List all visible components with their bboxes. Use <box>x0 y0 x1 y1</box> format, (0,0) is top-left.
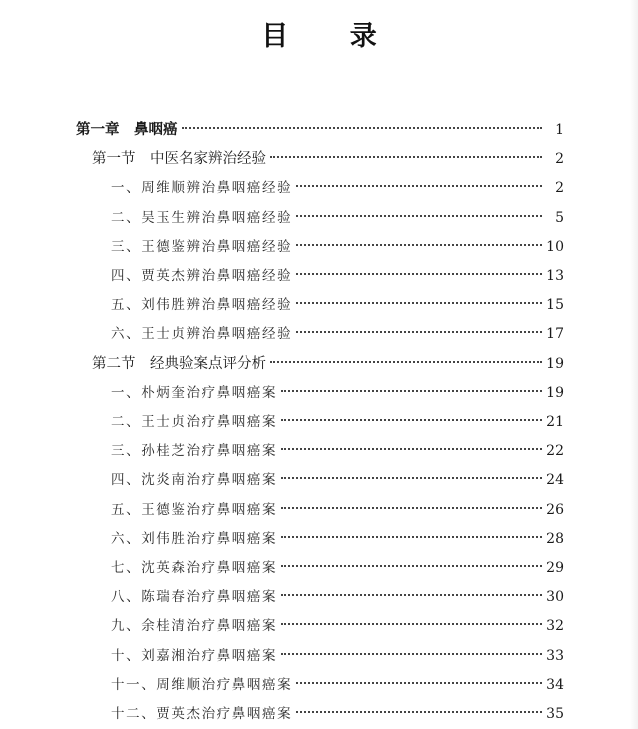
toc-entry-label: 二、吴玉生辨治鼻咽癌经验 <box>111 209 293 226</box>
toc-entry[interactable] <box>111 408 564 436</box>
toc-dot-leader <box>281 594 542 596</box>
toc-dot-leader <box>296 711 542 713</box>
toc-page-number: 35 <box>546 706 564 722</box>
toc-entry[interactable] <box>92 350 564 378</box>
toc-entry[interactable] <box>111 554 564 582</box>
toc-dot-leader <box>281 653 542 655</box>
toc-entry[interactable] <box>111 671 564 699</box>
toc-page-number: 15 <box>546 297 564 314</box>
toc-page-number: 2 <box>555 180 564 197</box>
toc-dot-leader <box>281 448 542 450</box>
toc-dot-leader <box>281 565 542 567</box>
toc-entry[interactable] <box>111 204 564 232</box>
toc-page-number: 13 <box>546 268 564 284</box>
toc-entry[interactable] <box>111 437 564 465</box>
toc-dot-leader <box>270 361 542 363</box>
toc-entry-label: 第一节 中医名家辨治经验 <box>92 151 266 168</box>
toc-entry-label: 第一章 鼻咽癌 <box>76 122 178 138</box>
toc-entry[interactable] <box>111 466 564 494</box>
toc-entry-label: 十二、贾英杰治疗鼻咽癌案 <box>111 706 293 722</box>
page-title: 目 录 <box>261 21 403 52</box>
toc-entry[interactable] <box>111 379 564 407</box>
toc-entry[interactable] <box>111 496 564 524</box>
toc-dot-leader <box>296 215 542 217</box>
toc-entry-label: 六、刘伟胜治疗鼻咽癌案 <box>111 530 278 547</box>
toc-page-number: 33 <box>546 647 564 664</box>
toc-dot-leader <box>281 390 542 392</box>
toc-entry-label: 十、刘嘉湘治疗鼻咽癌案 <box>111 647 278 664</box>
toc-entry-label: 三、王德鉴辨治鼻咽癌经验 <box>111 238 293 255</box>
toc-entry[interactable] <box>111 612 564 640</box>
toc-dot-leader <box>270 156 542 158</box>
toc-entry[interactable] <box>111 320 564 348</box>
toc-page-number: 22 <box>546 443 564 460</box>
toc-entry[interactable] <box>92 145 564 173</box>
page-edge-shadow <box>630 0 638 729</box>
toc-dot-leader <box>296 331 542 333</box>
toc-entry-label: 第二节 经典验案点评分析 <box>92 355 266 372</box>
toc-page-number: 30 <box>546 589 564 606</box>
toc-page-number: 24 <box>546 472 564 489</box>
toc-page-number: 1 <box>555 122 564 138</box>
toc-page-number: 19 <box>546 384 564 401</box>
toc-dot-leader <box>182 127 543 129</box>
toc-page-number: 34 <box>546 676 564 693</box>
toc-entry-label: 五、王德鉴治疗鼻咽癌案 <box>111 501 278 518</box>
toc-entry-label: 二、王士贞治疗鼻咽癌案 <box>111 414 278 430</box>
toc-dot-leader <box>281 623 542 625</box>
toc-page-number: 21 <box>546 414 564 430</box>
toc-page-number: 17 <box>546 326 564 343</box>
toc-entry-label: 三、孙桂芝治疗鼻咽癌案 <box>111 443 278 460</box>
toc-dot-leader <box>281 536 542 538</box>
toc-entry[interactable] <box>111 700 564 728</box>
toc-entry[interactable] <box>111 233 564 261</box>
toc-dot-leader <box>281 477 542 479</box>
toc-entry-label: 六、王士贞辨治鼻咽癌经验 <box>111 326 293 343</box>
toc-dot-leader <box>281 507 542 509</box>
toc-page-number: 19 <box>546 355 564 372</box>
toc-dot-leader <box>296 185 542 187</box>
toc-entry[interactable] <box>76 116 564 144</box>
toc-entry-label: 十一、周维顺治疗鼻咽癌案 <box>111 676 293 693</box>
toc-page-number: 5 <box>555 209 564 226</box>
toc-page-number: 32 <box>546 618 564 635</box>
toc-dot-leader <box>296 273 542 275</box>
toc-entry[interactable] <box>111 262 564 290</box>
toc-entry[interactable] <box>111 174 564 202</box>
toc-entry-label: 九、余桂清治疗鼻咽癌案 <box>111 618 278 635</box>
toc-entry-label: 四、贾英杰辨治鼻咽癌经验 <box>111 268 293 284</box>
toc-entry-label: 一、周维顺辨治鼻咽癌经验 <box>111 180 293 197</box>
toc-entry-label: 五、刘伟胜辨治鼻咽癌经验 <box>111 297 293 314</box>
toc-dot-leader <box>281 419 542 421</box>
toc-page-number: 29 <box>546 560 564 576</box>
toc-entry[interactable] <box>111 583 564 611</box>
toc-entry[interactable] <box>111 525 564 553</box>
toc-entry[interactable] <box>111 642 564 670</box>
toc-page-number: 2 <box>555 151 564 168</box>
toc-page-number: 26 <box>546 501 564 518</box>
toc-page-number: 28 <box>546 530 564 547</box>
toc-page-number: 10 <box>546 238 564 255</box>
toc-entry-label: 七、沈英森治疗鼻咽癌案 <box>111 560 278 576</box>
toc-dot-leader <box>296 244 542 246</box>
toc-entry-label: 八、陈瑞春治疗鼻咽癌案 <box>111 589 278 606</box>
toc-entry[interactable] <box>111 291 564 319</box>
toc-dot-leader <box>296 302 542 304</box>
toc-dot-leader <box>296 682 542 684</box>
toc-entry-label: 四、沈炎南治疗鼻咽癌案 <box>111 472 278 489</box>
toc-entry-label: 一、朴炳奎治疗鼻咽癌案 <box>111 384 278 401</box>
